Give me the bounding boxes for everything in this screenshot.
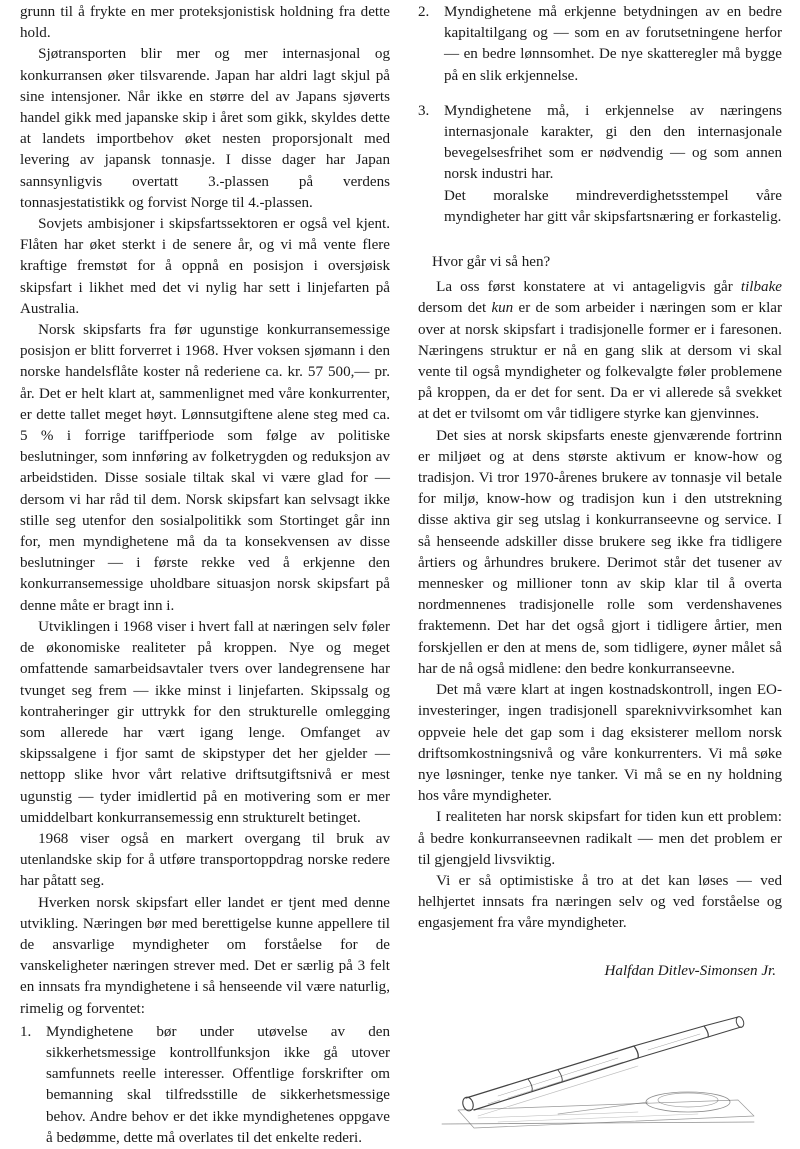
left-column [20,2,390,1149]
paragraph: 1968 viser også en markert overgang til bruk av utenlandske skip for å utføre transportoppdrag norske redere har påtatt seg. [20,830,390,890]
paragraph: Utviklingen i 1968 viser i hvert fall at næringen selv føler de økonomiske realiteter på kroppen. Nye og meget omfattende samarbeidsavtaler tvers over landegrensene har tvunget seg frem — ikke minst i linjefarten. Skipssalg og kontraheringer gir uttrykk for den strukturelle omlegging som allerede har vært igang lenge. Omfanget av skipssalgene i fjor samt de skipstyper det her gjelder — nettopp slike hvor vårt relative driftsutgiftsnivå er mest ugunstig — tyder imidlertid på en motivering som er mer umiddelbart konkurransemessig enn strukturelt betinget. [20,618,390,826]
list-number: 3. [418,102,430,119]
text-run: La oss først konstatere at vi antageligvis går [436,279,741,296]
text-run: er de som arbeider i næringen som er klar over at norsk skipsfart i tradisjonelle former er i faresonen. Næringens struktur er nå en gang slik at dersom vi skal vente til også myndigheter og folkevalgte føler problemene på kroppen, da er det for sent. Da er vi allerede så svekket at det er tvilsomt om vår tidligere styrke kan gjenvinnes. [418,300,782,423]
paragraph: Det må være klart at ingen kostnadskontroll, ingen EO-investeringer, ingen tradisjonell spareknivvirksomhet kan oppveie hele det gap som i dag eksisterer mellom norsk driftsomkostningsnivå og våre konkurrenters. Vi må søke nye løsninger, tenke nye tanker. Vi må se en ny holdning hos våre myndigheter. [418,682,782,805]
author-signature: Halfdan Ditlev-Simonsen Jr. [604,962,776,979]
paragraph: Sjøtransporten blir mer og mer internasjonal og konkurransen øker tilsvarende. Japan har aldri lagt skjul på sine intensjoner. Når ikke en større del av Japans sjøverts handel gikk med japanske skip i året som gikk, skyldes dette at landets importbehov øket nesten proporsjonalt med levering av japansk tonnasje. I disse dager har Japan sannsynligvis overtatt 3.-plassen på verdens tonnasjestatistikk og forvist Norge til 4.-plassen. [20,46,390,211]
paragraph: Sovjets ambisjoner i skipsfartssektoren er også vel kjent. Flåten har øket sterkt i de senere år, og vi må vente flere kraftige fremstøt for å oppnå en posisjon i oversjøisk skipsfart i likhet med det vi nylig har sett i linjefarten på Australia. [20,216,390,317]
paragraph: Det sies at norsk skipsfarts eneste gjenværende fortrinn er miljøet og at dens største aktivum er know-how og tradisjon. Vi tror 1970-årenes brukere av tonnasje vil betale for miljø, know-how og tradisjon kun i den utstrekning disse aktiva gir seg utslag i konkurranseevne og service. I så henseende adskiller disse brukere seg ikke fra tidligere årtiers og århundres brukere. Derimot står det tusener av mennesker og millioner tonn av skip klar til å overta nordmennenes tradisjonelle rolle som verdenshavenes fraktemenn. Det har det også gjort i tidligere årtier, men forskjellen er den at mens de, som tidligere, øyner målet så har de nå også midlene: den bedre konkurranseevne. [418,427,782,677]
numbered-list [20,1022,390,1149]
list-number: 2. [418,4,430,20]
telescope-sketch-icon [438,1006,758,1131]
section-heading: Hvor går vi så hen? [432,254,551,271]
paragraph [418,277,782,425]
paragraph: I realiteten har norsk skipsfart for tiden kun ett problem: å bedre konkurranseevnen radikalt — men det problem er til gjengjeld livsviktig. [418,809,782,868]
emphasis: tilbake [740,279,782,296]
list-item-continuation: Det moralske mindreverdighetsstempel våre myndigheter har gitt vår skipsfartsnæring er forkastelig. [444,187,782,225]
list-item [418,2,782,87]
right-column [418,2,782,982]
list-item-text: Myndighetene må erkjenne betydningen av en bedre kapitaltilgang og — som en av forutsetningene herfor — en bedre lønnsomhet. De nye skatteregler må bygge på en slik erkjennelse. [444,4,782,84]
numbered-list [418,2,782,228]
list-number: 1. [20,1023,32,1040]
list-item-text: Myndighetene bør under utøvelse av den sikkerhetsmessige kontrollfunksjon ikke gå utover samfunnets reelle interesser. Offentlige forskrifter om bemanning skal tilfredsstille de sikkerhetsmessige behov. Andre behov er det ikke myndighetenes oppgave å bedømme, dette må overlates til det enkelte rederi. [46,1023,390,1146]
list-item [20,1022,390,1149]
emphasis: kun [491,300,514,317]
list-item [418,101,782,228]
text-run: dersom det [418,300,492,317]
list-item-text: Myndighetene må, i erkjennelse av næringens internasjonale karakter, gi den den internasjonale bevegelsesfrihet som er nødvendig — og som annen norsk industri har. [444,102,782,183]
paragraph: Vi er så optimistiske å tro at det kan løses — ved helhjertet innsats fra næringen selv og ved forståelse og engasjement fra våre myndigheter. [418,872,782,932]
paragraph: Hverken norsk skipsfart eller landet er tjent med denne utvikling. Næringen bør med berettigelse kunne appellere til de ansvarlige myndigheter om forståelse for de vanskeligheter næringen strever med. Det er særlig på 3 felt en innsats fra myndighetene i så henseende vil være naturlig, rimelig og forventet: [20,894,390,1017]
paragraph: Norsk skipsfarts fra før ugunstige konkurransemessige posisjon er blitt forverret i 1968. Hver voksen sjømann i den norske handelsflåte koster nå rederiene ca. kr. 57 500,— pr. år. Det er helt klart at, sammenlignet med våre konkurrenter, er dette tallet meget høyt. Lønnsutgiftene alene steg med ca. 5 % i forrige tariffperiode som følge av politiske beslutninger, som innføring av folketrygden og reduksjon av arbeidstiden. Disse sosiale tiltak skal vi være glad for — dersom vi har råd til dem. Norsk skipsfart kan selvsagt ikke stille seg utenfor den sosialpolitikk som Stortinget går inn for, men myndighetene må da ta konsekvensen av disse beslutninger — i første rekke ved å erkjenne den konkurransemessige uholdbare situasjon norsk skipsfart på denne måte er bragt inn i. [20,322,390,614]
paragraph: grunn til å frykte en mer proteksjonistisk holdning fra dette hold. [20,4,390,42]
